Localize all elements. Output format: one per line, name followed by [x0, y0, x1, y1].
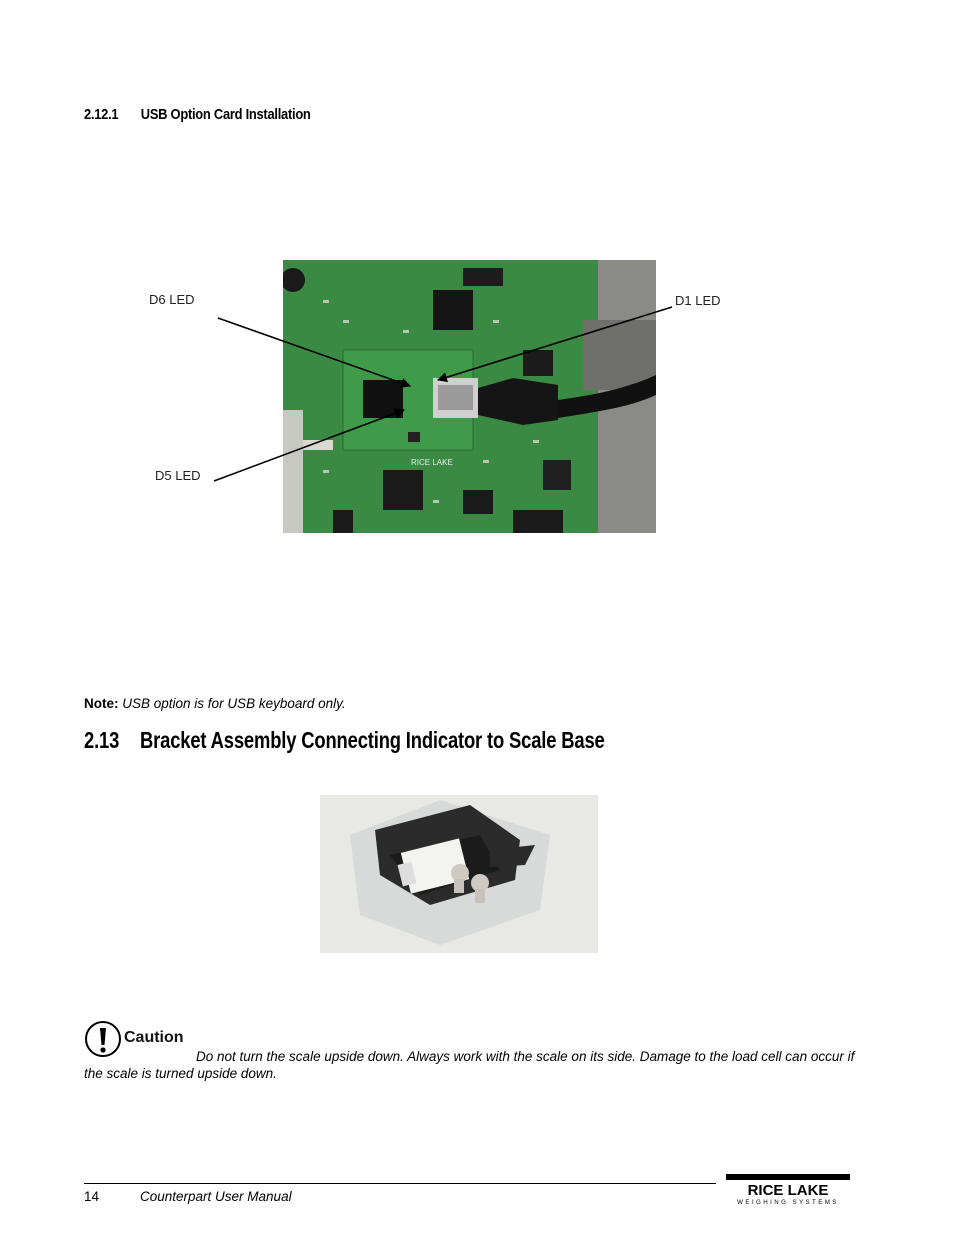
caution-label: Caution	[124, 1029, 184, 1046]
note-label: Note:	[84, 696, 119, 711]
d1-arrow	[438, 307, 672, 380]
rice-lake-logo	[724, 1174, 852, 1206]
caution-text: Do not turn the scale upside down. Always work with the scale on its side. Damage to the load cell can occur if the scale is turned upside down.	[84, 1049, 855, 1081]
bracket-kit-photo	[320, 795, 598, 953]
subsection-title: USB Option Card Installation	[140, 106, 311, 123]
d6-arrow	[218, 318, 410, 386]
led-callout-arrows	[0, 0, 954, 560]
d5-arrow	[214, 410, 404, 481]
footer-manual-title: Counterpart User Manual	[140, 1189, 292, 1204]
subsection-number: 2.12.1	[84, 106, 119, 123]
board-silkscreen-text: RICE LAKE	[411, 458, 453, 467]
d5-led-label: D5 LED	[155, 468, 201, 483]
section-title: Bracket Assembly Connecting Indicator to Scale Base	[140, 727, 605, 753]
bracket-kit-photo-art	[320, 795, 598, 953]
d6-led-label: D6 LED	[149, 292, 195, 307]
logo-main-text: RICE LAKE	[747, 1182, 829, 1199]
footer-rule	[84, 1183, 716, 1184]
note	[84, 696, 346, 711]
note-text: USB option is for USB keyboard only.	[122, 696, 346, 711]
section-heading	[84, 727, 605, 754]
d1-led-label: D1 LED	[675, 293, 721, 308]
section-number: 2.13	[84, 727, 120, 753]
logo-sub-text: WEIGHING SYSTEMS	[737, 1199, 839, 1206]
rice-lake-logo-art	[724, 1174, 852, 1206]
footer-page-number: 14	[84, 1189, 100, 1204]
